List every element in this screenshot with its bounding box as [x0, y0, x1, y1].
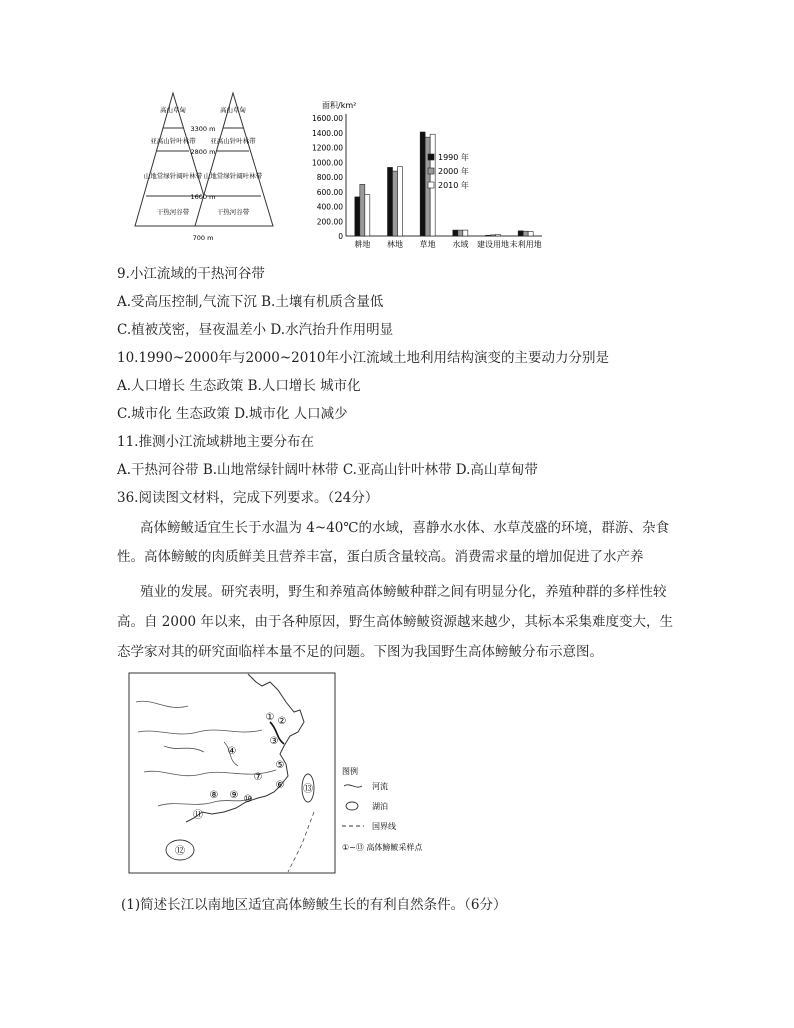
question-36-stem: 36.阅读图文材料，完成下列要求。（24分） — [117, 490, 379, 506]
question-36-sub1: (1)简述长江以南地区适宜高体鳑鲏生长的有利自然条件。（6分） — [121, 897, 507, 913]
chart-y-tick-label: 1200.00 — [311, 143, 343, 153]
chart-x-tick-label: 水域 — [452, 240, 469, 249]
question-9-stem: 9.小江流域的干热河谷带 — [117, 266, 265, 282]
river-legend-icon — [344, 785, 362, 787]
chart-bar — [518, 231, 523, 236]
chart-y-tick-label: 200.00 — [316, 217, 343, 227]
chart-bar — [491, 235, 496, 236]
chart-y-tick-label: 1400.00 — [311, 128, 343, 138]
sample-point-label: ⑩ — [243, 794, 253, 805]
legend-lake-label: 湖泊 — [372, 802, 388, 811]
chart-bar — [458, 230, 463, 236]
sample-point-label: ⑨ — [229, 790, 239, 801]
question-11-stem: 11.推测小江流域耕地主要分布在 — [117, 434, 314, 450]
sample-point-label: ④ — [227, 746, 237, 757]
chart-x-tick-label: 未利用地 — [509, 240, 542, 249]
sample-point-label: ② — [277, 716, 287, 727]
question-10-options: C.城市化 生态政策 D.城市化 人口减少 — [117, 406, 348, 422]
question-9-options: A.受高压控制,气流下沉 B.土壤有机质含量低 — [117, 294, 384, 310]
chart-legend-label: 2010 年 — [438, 181, 469, 190]
question-11-options: A.干热河谷带 B.山地常绿针阔叶林带 C.亚高山针叶林带 D.高山草甸带 — [117, 462, 538, 478]
elevation-label: 1600 m — [190, 193, 216, 201]
chart-legend-swatch — [428, 168, 434, 174]
elevation-label: 2800 m — [190, 148, 216, 156]
left-zone-label: 山地常绿针阔叶林带 — [143, 172, 203, 180]
left-zone-label: 干热河谷带 — [156, 208, 190, 216]
right-zone-label: 亚高山针叶林带 — [210, 137, 256, 145]
land-use-bar-chart — [300, 96, 550, 256]
vegetation-zone-diagram — [115, 88, 290, 248]
chart-legend-swatch — [428, 154, 434, 160]
chart-y-tick-label: 1600.00 — [311, 114, 343, 123]
sample-point-label: ③ — [269, 736, 279, 747]
sample-point-label: ⑬ — [303, 784, 313, 795]
right-zone-label: 山地常绿针阔叶林带 — [203, 172, 263, 180]
sample-point-label: ⑫ — [175, 846, 185, 857]
chart-bar — [398, 167, 403, 236]
question-36-paragraph: 高。自 2000 年以来，由于各种原因，野生高体鳑鲏资源越来越少，其标本采集难度变大，生 — [117, 614, 673, 630]
legend-border-label: 国界线 — [372, 822, 396, 831]
question-36-paragraph: 殖业的发展。研究表明，野生和养殖高体鳑鲏种群之间有明显分化，养殖种群的多样性较 — [140, 584, 667, 600]
chart-x-tick-label: 草地 — [419, 240, 436, 249]
chart-y-tick-label: 400.00 — [316, 202, 343, 212]
chart-bar — [365, 195, 370, 236]
left-zone-label: 高山草甸 — [160, 106, 186, 114]
chart-bar — [360, 184, 365, 236]
question-36-paragraph: 性。高体鳑鲏的肉质鲜美且营养丰富，蛋白质含量较高。消费需求量的增加促进了水产养 — [117, 549, 644, 565]
question-36-paragraph: 态学家对其的研究面临样本量不足的问题。下图为我国野生高体鳑鲏分布示意图。 — [117, 644, 603, 660]
chart-x-tick-label: 耕地 — [354, 240, 371, 249]
chart-legend-label: 1990 年 — [438, 153, 469, 162]
chart-y-tick-label: 600.00 — [316, 187, 343, 197]
chart-bar — [528, 232, 533, 236]
chart-bar — [486, 235, 491, 236]
chart-y-axis-label: 面积/km² — [322, 101, 357, 110]
right-zone-label: 干热河谷带 — [216, 208, 250, 216]
chart-x-tick-label: 建设用地 — [477, 240, 509, 249]
legend-sample-label: ①~⑬ 高体鳑鲏采样点 — [342, 843, 423, 852]
sample-point-label: ⑪ — [193, 810, 203, 821]
chart-bar — [453, 230, 458, 236]
chart-y-tick-label: 0 — [338, 232, 343, 241]
chart-y-tick-label: 1000.00 — [311, 158, 343, 168]
chart-bar — [496, 235, 501, 236]
sample-point-label: ① — [265, 712, 275, 723]
map-legend — [338, 764, 478, 864]
chart-bar — [420, 132, 425, 236]
question-36-paragraph: 高体鳑鲏适宜生长于水温为 4~40℃的水域，喜静水水体、水草茂盛的环境，群游、杂食 — [140, 520, 669, 536]
question-10-stem: 10.1990~2000年与2000~2010年小江流域土地利用结构演变的主要动力分别是 — [117, 350, 610, 366]
question-10-options: A.人口增长 生态政策 B.人口增长 城市化 — [117, 378, 361, 394]
chart-bar — [355, 197, 360, 236]
elevation-label: 700 m — [192, 234, 214, 242]
left-zone-label: 亚高山针叶林带 — [150, 137, 196, 145]
chart-bar — [393, 171, 398, 236]
fish-distribution-map — [128, 672, 338, 877]
chart-bar — [463, 230, 468, 236]
right-zone-label: 高山草甸 — [220, 106, 246, 114]
legend-river-label: 河流 — [372, 782, 388, 791]
sample-point-label: ⑧ — [209, 790, 219, 801]
lake-legend-icon — [346, 802, 358, 810]
question-9-options: C.植被茂密，昼夜温差小 D.水汽抬升作用明显 — [117, 322, 394, 338]
chart-bar — [388, 167, 393, 236]
sample-point-label: ⑥ — [275, 780, 285, 791]
sample-point-label: ⑤ — [275, 760, 285, 771]
chart-y-tick-label: 800.00 — [316, 173, 343, 182]
chart-bar — [523, 231, 528, 236]
chart-legend-swatch — [428, 182, 434, 188]
sample-point-label: ⑦ — [253, 772, 263, 783]
elevation-label: 3300 m — [190, 125, 216, 133]
chart-legend-label: 2000 年 — [438, 167, 469, 176]
legend-title: 图例 — [342, 767, 358, 776]
chart-x-tick-label: 林地 — [387, 240, 403, 249]
